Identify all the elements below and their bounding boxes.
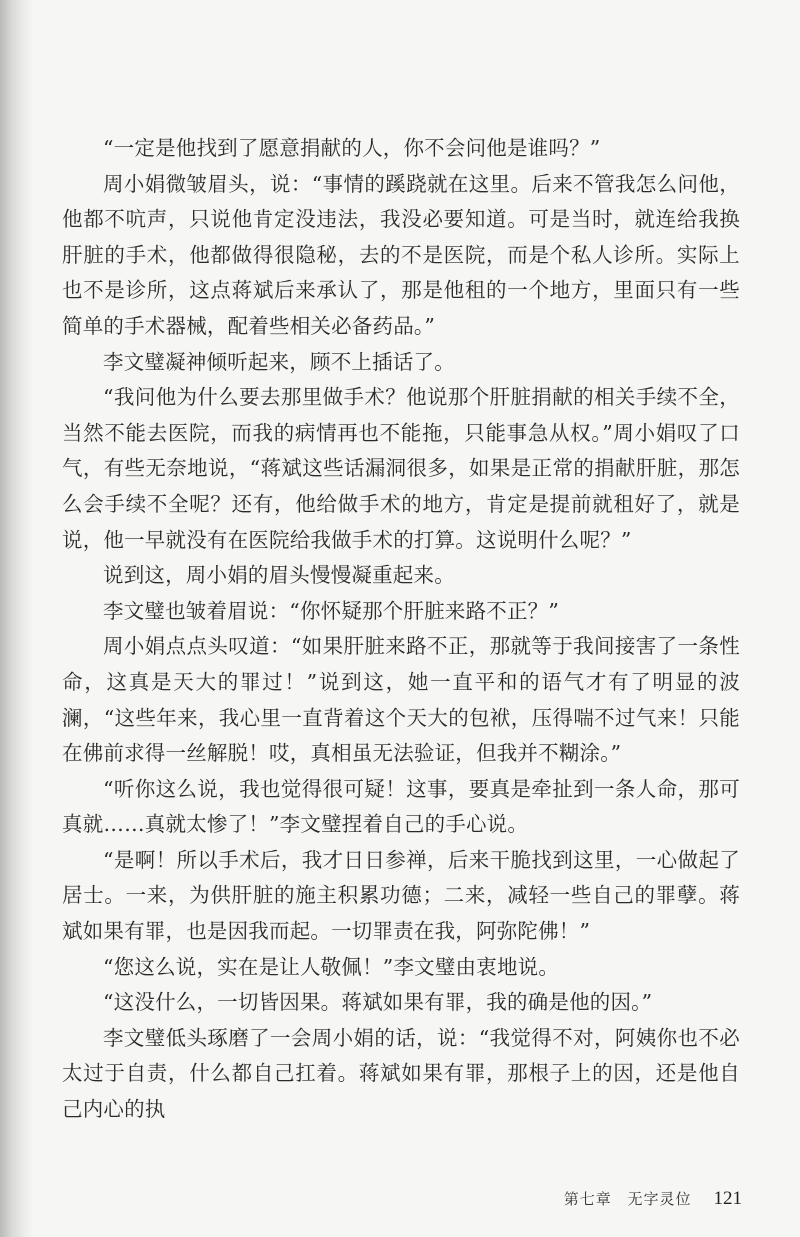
paragraph: “是啊！所以手术后，我才日日参禅，后来干脆找到这里，一心做起了居士。一来，为供肝脏的施主积累功德；二来，减轻一些自己的罪孽。蒋斌如果有罪，也是因我而起。一切罪责在我，阿弥陀佛！” [62, 847, 740, 944]
page-body-text [62, 131, 740, 1128]
paragraph: 李文璧凝神倾听起来，顾不上插话了。 [103, 349, 455, 374]
paragraph: “您这么说，实在是让人敬佩！”李文璧由衷地说。 [103, 954, 560, 979]
paragraph: “一定是他找到了愿意捐献的人，你不会问他是谁吗？” [103, 136, 601, 160]
page-gutter-shadow [0, 0, 34, 1237]
paragraph: 李文璧也皱着眉说：“你怀疑那个肝脏来路不正？” [103, 598, 560, 623]
paragraph: 周小娟点点头叹道：“如果肝脏来路不正，那就等于我间接害了一条性命，这真是天大的罪过！”说到这，她一直平和的语气才有了明显的波澜，“这些年来，我心里一直背着这个天大的包袱，压得喘不过气来！只能在佛前求得一丝解脱！哎，真相虽无法验证，但我并不糊涂。” [62, 634, 740, 766]
paragraph: “听你这么说，我也觉得很可疑！这事，要真是牵扯到一条人命，那可真就……真就太惨了！”李文璧捏着自己的手心说。 [62, 776, 740, 837]
paragraph: 李文璧低头琢磨了一会周小娟的话，说：“我觉得不对，阿姨你也不必太过于自责，什么都自己扛着。蒋斌如果有罪，那根子上的因，还是他自己内心的执 [62, 1025, 740, 1122]
paragraph: 周小娟微皱眉头，说：“事情的蹊跷就在这里。后来不管我怎么问他，他都不吭声，只说他肯定没违法，我没必要知道。可是当时，就连给我换肝脏的手术，他都做得很隐秘，去的不是医院，而是个私人诊所。实际上也不是诊所，这点蒋斌后来承认了，那是他租的一个地方，里面只有一些简单的手术器械，配着些相关必备药品。” [62, 171, 740, 338]
paragraph: “我问他为什么要去那里做手术？他说那个肝脏捐献的相关手续不全，当然不能去医院，而我的病情再也不能拖，只能事急从权。”周小娟叹了口气，有些无奈地说，“蒋斌这些话漏洞很多，如果是正常的捐献肝脏，那怎么会手续不全呢？还有，他给做手术的地方，肯定是提前就租好了，就是说，他一早就没有在医院给我做手术的打算。这说明什么呢？” [62, 385, 740, 552]
paragraph: “这没什么，一切皆因果。蒋斌如果有罪，我的确是他的因。” [103, 990, 653, 1015]
chapter-label: 第七章 [563, 1190, 612, 1208]
chapter-title: 无字灵位 [627, 1190, 692, 1208]
running-head [564, 1188, 692, 1209]
page-footer [564, 1188, 742, 1210]
page-number: 121 [713, 1188, 742, 1209]
paragraph: 说到这，周小娟的眉头慢慢凝重起来。 [103, 563, 455, 588]
